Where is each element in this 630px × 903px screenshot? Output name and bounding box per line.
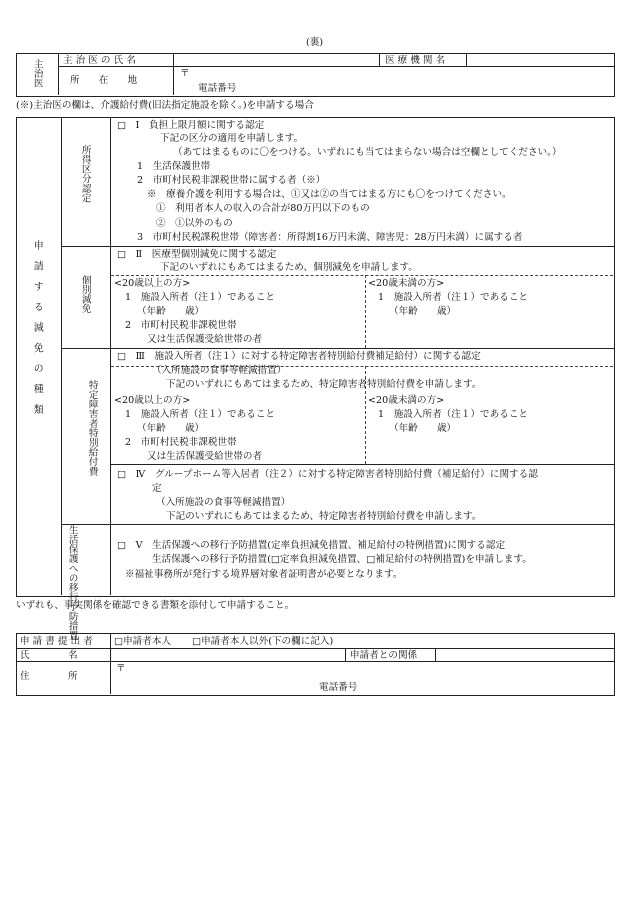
individual-left-age[interactable]: （年齢 歳） xyxy=(137,306,205,317)
individual-right-heading: <20歳未満の方> xyxy=(368,278,445,289)
individual-title[interactable]: □ Ⅱ 医療型個別減免に関する認定 xyxy=(117,249,277,260)
special-left-item: 1 施設入所者（注１）であること xyxy=(125,409,276,420)
special-right-heading: <20歳未満の方> xyxy=(368,395,445,406)
special-description: 下記のいずれにもあてはまるため、特定障害者特別給付費を申請します。 xyxy=(166,379,482,390)
special-right-item: 1 施設入所者（注１）であること xyxy=(378,409,529,420)
doctor-postal-mark: 〒 xyxy=(180,68,190,79)
special-benefit-label: 特定障害者特別給付費 xyxy=(86,380,98,476)
special-left-item: 2 市町村民税非課税世帯 xyxy=(125,437,237,448)
welfare-title[interactable]: □ Ⅴ 生活保護への移行予防措置(定率負担減免措置、補足給付の特例措置)に関する認定 xyxy=(117,540,506,551)
submitter-address-field[interactable] xyxy=(111,662,611,693)
individual-left-item: 1 施設入所者（注１）であること xyxy=(125,292,276,303)
doctor-name-label: 主 治 医 の 氏 名 xyxy=(63,55,136,66)
special-right-age[interactable]: （年齢 歳） xyxy=(389,423,457,434)
income-note: ※ 療養介護を利用する場合は、①又は②の当てはまる方にも〇をつけてください。 xyxy=(147,189,512,200)
reduction-side-label: 申請する減免の種類 xyxy=(31,240,43,425)
attachment-note: いずれも、事実関係を確認できる書類を添付して申請すること。 xyxy=(16,600,295,611)
doctor-note: (※)主治医の欄は、介護給付費(旧法指定施設を除く。)を申請する場合 xyxy=(16,100,314,111)
doctor-address-field[interactable] xyxy=(180,67,610,94)
grouphome-description: 下記のいずれにもあてはまるため、特定障害者特別給付費を申請します。 xyxy=(166,511,482,522)
individual-left-item: 2 市町村民税非課税世帯 xyxy=(125,320,237,331)
income-line: 下記の区分の適用を申請します。 xyxy=(160,133,304,144)
income-option-3[interactable]: 3 市町村民税課税世帯（障害者：所得割16万円未満、障害児：28万円未満）に属する者 xyxy=(137,232,523,243)
income-option-1[interactable]: 1 生活保護世帯 xyxy=(137,161,211,172)
special-left-age[interactable]: （年齢 歳） xyxy=(137,423,205,434)
grouphome-title-cont: 定 xyxy=(152,483,162,494)
special-title[interactable]: □ Ⅲ 施設入所者（注１）に対する特定障害者特別給付費補足給付）に関する認定 xyxy=(117,351,481,362)
institution-label: 医 療 機 関 名 xyxy=(385,55,446,66)
welfare-description[interactable]: 生活保護への移行予防措置(□定率負担減免措置、□補足給付の特例措置)を申請します。 xyxy=(152,554,532,565)
submitter-name-field[interactable] xyxy=(111,649,344,661)
submitter-name-label: 氏 名 xyxy=(20,650,78,661)
doctor-name-field[interactable] xyxy=(174,54,378,66)
submitter-address-label: 住 所 xyxy=(20,671,78,682)
welfare-transition-label: 生活保護への移行予防措置 xyxy=(66,525,78,641)
relation-field[interactable] xyxy=(436,649,612,661)
special-left-item: 又は生活保護受給世帯の者 xyxy=(147,451,263,462)
individual-right-age[interactable]: （年齢 歳） xyxy=(389,306,457,317)
submitter-label: 申 請 書 提 出 者 xyxy=(20,636,93,647)
doctor-phone-label: 電話番号 xyxy=(198,83,237,94)
submitter-phone-label: 電話番号 xyxy=(319,682,358,693)
income-sub-option-2[interactable]: ② ①以外のもの xyxy=(156,218,233,229)
income-title[interactable]: □ Ⅰ 負担上限月額に関する認定 xyxy=(117,120,265,131)
institution-field[interactable] xyxy=(467,54,612,66)
submitter-other-checkbox[interactable]: □申請者本人以外(下の欄に記入) xyxy=(192,636,334,647)
income-sub-option-1[interactable]: ① 利用者本人の収入の合計が80万円以下のもの xyxy=(156,203,370,214)
individual-subtitle: 下記のいずれにもあてはまるため、個別減免を申請します。 xyxy=(160,262,418,273)
income-option-2[interactable]: 2 市町村民税非課税世帯に属する者（※） xyxy=(137,175,326,186)
special-subtitle: （入所施設の食事等軽減措置） xyxy=(152,365,287,376)
doctor-side-label: 主治医 xyxy=(31,59,43,88)
income-line: （あてはまるものに〇をつけ​る。いずれにも当てはまらない場合は空欄としてください。） xyxy=(173,147,562,158)
welfare-note: ※福祉事務所が発行する境界層対象者証明書が必要となります。 xyxy=(125,569,403,580)
grouphome-subtitle: （入所施設の食事等軽減措置） xyxy=(156,497,291,508)
relation-label: 申請者との関係 xyxy=(350,650,418,661)
submitter-postal-mark: 〒 xyxy=(116,663,126,674)
special-left-heading: <20歳以上の方> xyxy=(114,395,191,406)
individual-left-heading: <20歳以上の方> xyxy=(114,278,191,289)
individual-right-item: 1 施設入所者（注１）であること xyxy=(378,292,529,303)
income-category-label: 所得区分認定 xyxy=(79,145,91,203)
page-side-label: (裏) xyxy=(306,37,324,48)
individual-left-item: 又は生活保護受給世帯の者 xyxy=(147,334,263,345)
submitter-self-checkbox[interactable]: □申請者本人 xyxy=(114,636,172,647)
doctor-address-label: 所 在 地 xyxy=(70,75,138,86)
individual-reduction-label: 個別減免 xyxy=(79,275,91,314)
grouphome-title[interactable]: □ Ⅳ グループホーム等入居者（注２）に対する特定障害者特別給付費（補足給付）に関する認 xyxy=(117,469,538,480)
